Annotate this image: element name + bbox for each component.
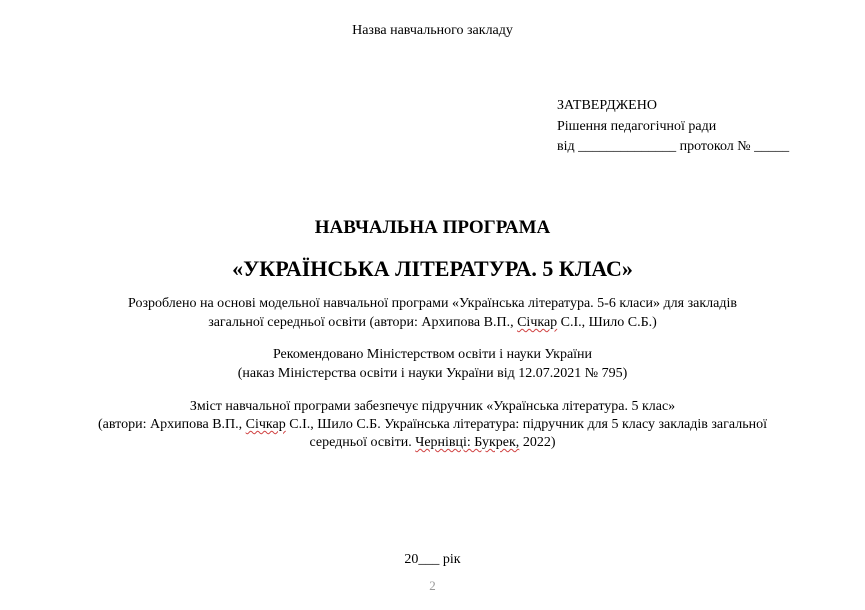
developed-line-2-text-end: С.І., Шило С.Б.) — [557, 315, 657, 330]
textbook-line-3-text-end: 2022) — [519, 435, 556, 450]
textbook-line-2-text: (автори: Архипова В.П., — [98, 417, 246, 432]
developed-line-1: Розроблено на основі модельної навчальної програми «Українська література. 5-6 класи» для закладів — [128, 296, 737, 311]
spellcheck-word: Січкар — [517, 315, 558, 330]
recommended-line-1: Рекомендовано Міністерством освіти і науки України — [272, 347, 593, 362]
developed-line-2-text: загальної середньої освіти (автори: Архипова В.П., — [208, 315, 518, 330]
recommended-line-2: (наказ Міністерства освіти і науки України від 12.07.2021 № 795) — [237, 366, 628, 381]
textbook-line-1: Зміст навчальної програми забезпечує підручник «Українська література. 5 клас» — [189, 399, 676, 414]
institution-name: Назва навчального закладу — [352, 23, 513, 38]
year-line: 20___ рік — [404, 552, 461, 567]
approval-decision: Рішення педагогічної ради — [557, 119, 717, 134]
program-subtitle: «УКРАЇНСЬКА ЛІТЕРАТУРА. 5 КЛАС» — [232, 256, 633, 281]
approval-date-protocol: від ______________ протокол № _____ — [557, 139, 790, 154]
spellcheck-word: Січкар — [245, 417, 286, 432]
spellcheck-words: Чернівці: Букрек, — [415, 435, 520, 450]
approval-status: ЗАТВЕРДЖЕНО — [557, 98, 657, 113]
textbook-line-3-text: середньої освіти. — [309, 435, 416, 450]
textbook-line-2 — [0, 416, 865, 434]
textbook-line-3 — [0, 434, 865, 452]
developed-line-2 — [0, 314, 865, 332]
program-title: НАВЧАЛЬНА ПРОГРАМА — [314, 217, 551, 238]
page-number: 2 — [429, 578, 436, 593]
textbook-line-2-text-end: С.І., Шило С.Б. Українська література: підручник для 5 класу закладів загальної — [285, 417, 767, 432]
